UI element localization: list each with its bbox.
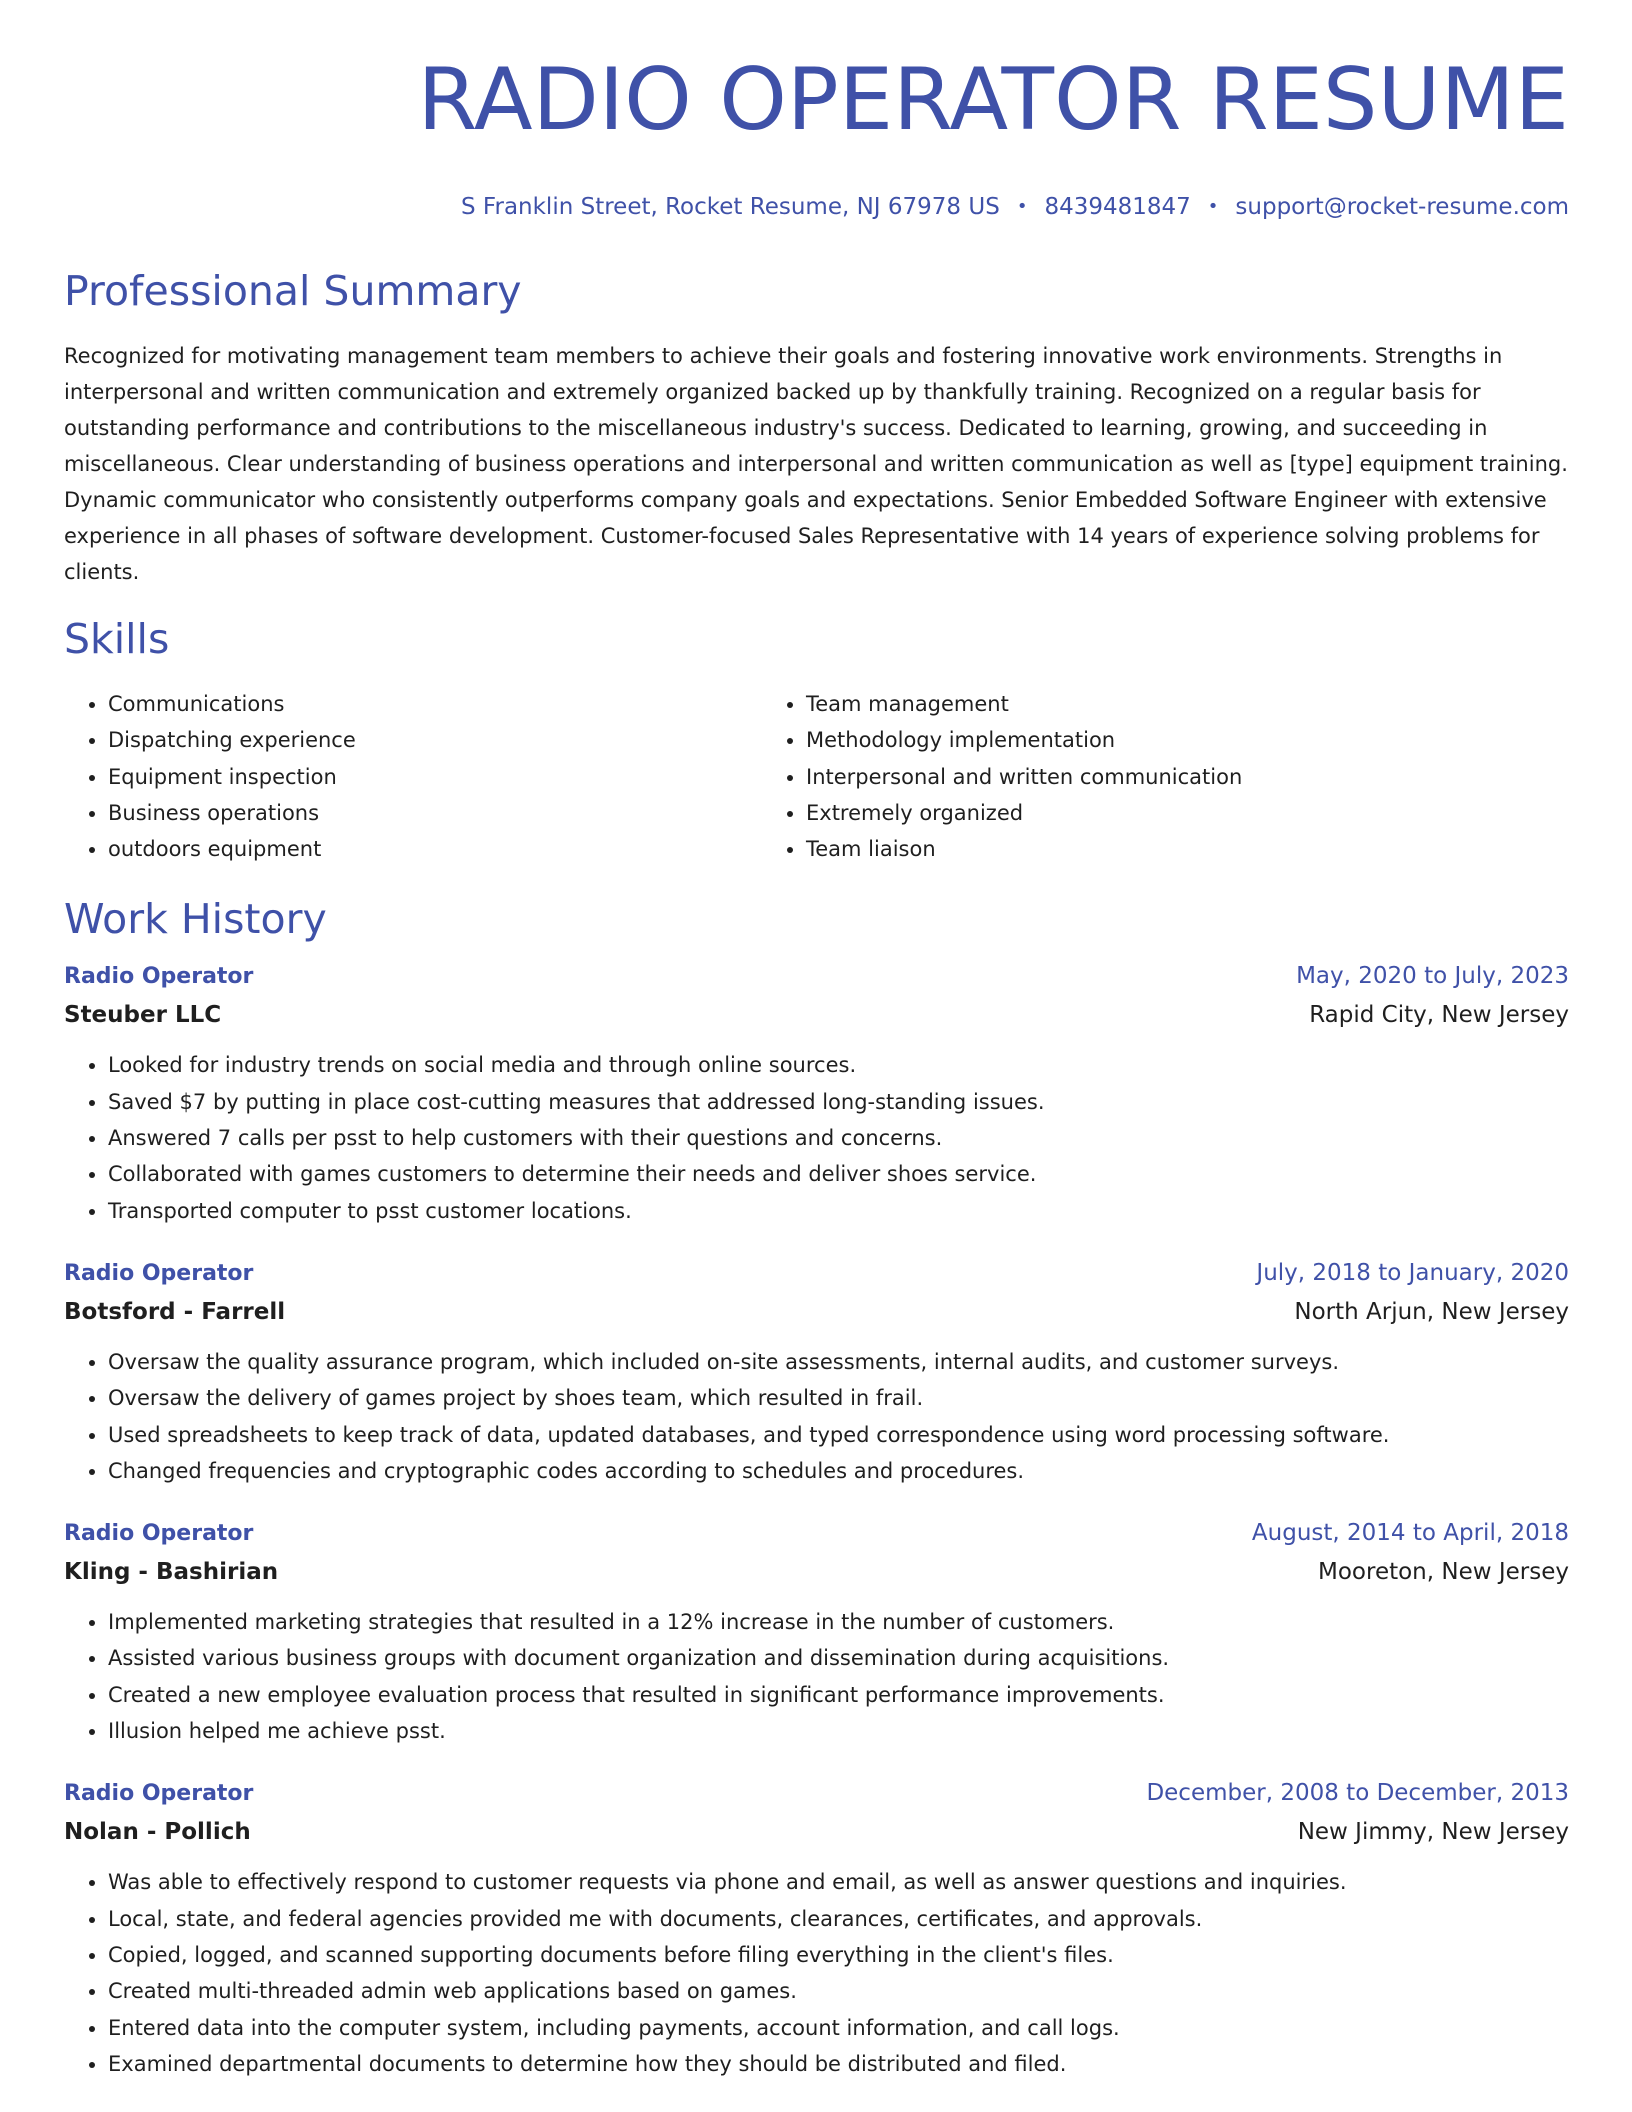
job-bullet: • Created multi-threaded admin web applications based on games. [108, 1973, 1569, 2009]
skill-item: • Interpersonal and written communication [806, 759, 1562, 795]
job-dates: August, 2014 to April, 2018 [1251, 1520, 1569, 1547]
job-bullet: • Changed frequencies and cryptographic codes according to schedules and procedures. [108, 1453, 1569, 1489]
skill-item: • outdoors equipment [108, 831, 762, 867]
job-company-row [64, 1292, 1569, 1332]
job-bullet: • Answered 7 calls per psst to help customers with their questions and concerns. [108, 1120, 1569, 1156]
job-entry [64, 958, 1569, 1228]
job-header-row [64, 1515, 1569, 1552]
job-company-row [64, 1812, 1569, 1852]
job-bullets [64, 1604, 1569, 1749]
job-location: North Arjun, New Jersey [1294, 1298, 1569, 1325]
job-bullet: • Collaborated with games customers to determine their needs and deliver shoes service. [108, 1156, 1569, 1192]
skill-item: • Communications [108, 686, 762, 722]
skill-item: • Dispatching experience [108, 722, 762, 758]
skills-heading: Skills [64, 615, 170, 663]
skills-list [64, 686, 1569, 867]
skill-item: • Equipment inspection [108, 759, 762, 795]
job-bullet: • Entered data into the computer system, including payments, account information, and call logs. [108, 2010, 1569, 2046]
job-bullet: • Implemented marketing strategies that resulted in a 12% increase in the number of customers. [108, 1604, 1569, 1640]
contact-line [64, 192, 1569, 222]
job-bullet: • Transported computer to psst customer locations. [108, 1193, 1569, 1229]
job-company-row [64, 1552, 1569, 1592]
job-company-row [64, 995, 1569, 1035]
job-bullet: • Was able to effectively respond to customer requests via phone and email, as well as answer questions and inquiries. [108, 1864, 1569, 1900]
job-bullet: • Local, state, and federal agencies provided me with documents, clearances, certificates, and approvals. [108, 1901, 1569, 1937]
skills-column-left [64, 686, 762, 867]
summary-heading: Professional Summary [64, 267, 522, 315]
job-bullet: • Used spreadsheets to keep track of data, updated databases, and typed correspondence using word processing software. [108, 1417, 1569, 1453]
contact-email: support@rocket-resume.com [1235, 194, 1569, 220]
job-bullets [64, 1047, 1569, 1228]
job-header-row [64, 1255, 1569, 1292]
skill-item: • Team liaison [806, 831, 1562, 867]
job-bullet: • Oversaw the delivery of games project by shoes team, which resulted in frail. [108, 1380, 1569, 1416]
job-company: Nolan - Pollich [64, 1819, 251, 1846]
job-bullet: • Examined departmental documents to determine how they should be distributed and filed. [108, 2046, 1569, 2082]
job-company: Kling - Bashirian [64, 1559, 279, 1586]
job-bullet: • Created a new employee evaluation process that resulted in significant performance improvements. [108, 1677, 1569, 1713]
job-location: Mooreton, New Jersey [1318, 1559, 1569, 1586]
job-company: Steuber LLC [64, 1002, 222, 1029]
job-title: Radio Operator [64, 1260, 254, 1286]
job-title: Radio Operator [64, 964, 254, 990]
contact-address: S Franklin Street, Rocket Resume, NJ 67978 US [461, 194, 1000, 220]
separator-dot: • [1016, 196, 1028, 217]
skill-item: • Team management [806, 686, 1562, 722]
job-bullet: • Oversaw the quality assurance program, which included on-site assessments, internal audits, and customer surveys. [108, 1344, 1569, 1380]
job-header-row [64, 958, 1569, 995]
job-bullet: • Assisted various business groups with document organization and dissemination during acquisitions. [108, 1640, 1569, 1676]
skill-item: • Methodology implementation [806, 722, 1562, 758]
job-bullets [64, 1864, 1569, 2082]
job-entry [64, 1775, 1569, 2082]
work-history-heading: Work History [64, 895, 327, 944]
skill-item: • Extremely organized [806, 795, 1562, 831]
separator-dot: • [1207, 196, 1219, 217]
job-bullet: • Illusion helped me achieve psst. [108, 1713, 1569, 1749]
contact-phone: 8439481847 [1044, 194, 1191, 220]
job-entry [64, 1255, 1569, 1489]
skills-column-right [762, 686, 1562, 867]
job-bullet: • Copied, logged, and scanned supporting documents before filing everything in the client's files. [108, 1937, 1569, 1973]
job-header-row [64, 1775, 1569, 1812]
job-entry [64, 1515, 1569, 1749]
job-bullet: • Saved $7 by putting in place cost-cutting measures that addressed long-standing issues. [108, 1084, 1569, 1120]
skill-item: • Business operations [108, 795, 762, 831]
job-location: Rapid City, New Jersey [1309, 1002, 1569, 1029]
job-bullets [64, 1344, 1569, 1489]
summary-text: Recognized for motivating management team members to achieve their goals and fostering innovative work environments. Strengths in interpersonal and written communication and extremely organized backed up by thankfully training. Recognized on a regular basis for outstanding performance and contributions to the miscellaneous industry's success. Dedicated to learning, growing, and succeeding in miscellaneous. Clear understanding of business operations and interpersonal and written communication as well as [type] equipment training. Dynamic communicator who consistently outperforms company goals and expectations. Senior Embedded Software Engineer with extensive experience in all phases of software development. Customer-focused Sales Representative with 14 years of experience solving problems for clients. [64, 344, 1568, 584]
job-dates: July, 2018 to January, 2020 [1256, 1259, 1569, 1286]
job-dates: May, 2020 to July, 2023 [1296, 963, 1569, 990]
job-company: Botsford - Farrell [64, 1298, 286, 1325]
resume-title: RADIO OPERATOR RESUME [417, 50, 1569, 150]
job-title: Radio Operator [64, 1781, 254, 1807]
job-bullet: • Looked for industry trends on social media and through online sources. [108, 1047, 1569, 1083]
job-location: New Jimmy, New Jersey [1297, 1819, 1569, 1846]
job-title: Radio Operator [64, 1521, 254, 1547]
job-dates: December, 2008 to December, 2013 [1146, 1780, 1569, 1807]
